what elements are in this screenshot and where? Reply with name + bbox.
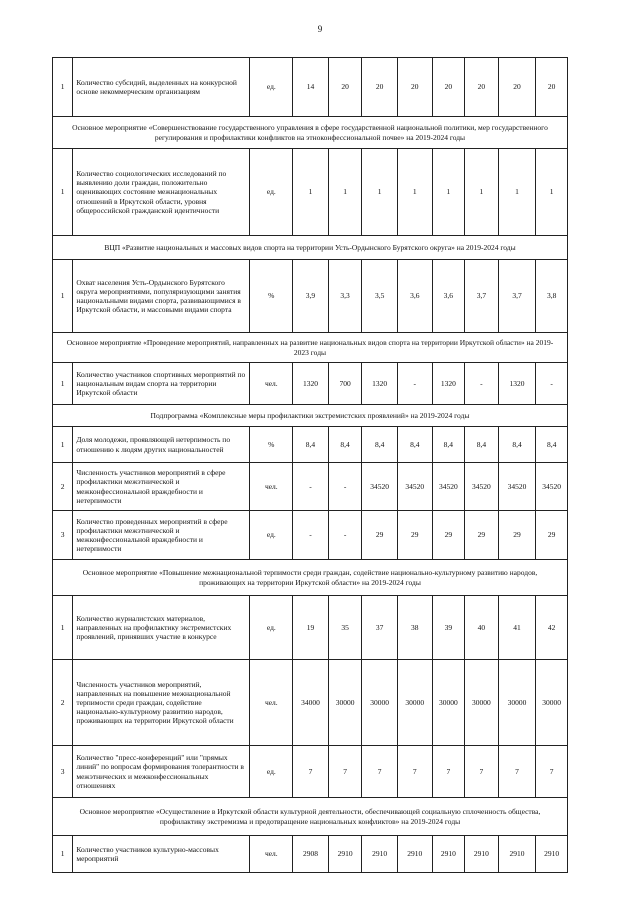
unit-cell: ед. — [250, 511, 293, 560]
value-cell: 29 — [536, 511, 568, 560]
value-cell: 2910 — [536, 836, 568, 873]
value-cell: 3,9 — [293, 260, 329, 333]
value-cell: 1320 — [432, 363, 465, 405]
unit-cell: чел. — [250, 363, 293, 405]
value-cell: 20 — [536, 58, 568, 117]
value-cell: 7 — [536, 746, 568, 798]
unit-cell: ед. — [250, 58, 293, 117]
value-cell: 8,4 — [498, 427, 536, 463]
section-header-row — [53, 798, 568, 836]
value-cell: - — [397, 363, 432, 405]
row-number: 2 — [53, 463, 73, 511]
section-title: Основное мероприятие «Проведение мероприятий, направленных на развитие национальных видов спорта на территории Иркутской области» на 2019-2023 годы — [53, 333, 568, 363]
value-cell: 30000 — [397, 660, 432, 746]
unit-cell: ед. — [250, 746, 293, 798]
value-cell: 1 — [432, 149, 465, 236]
value-cell: 1 — [465, 149, 499, 236]
row-number: 1 — [53, 836, 73, 873]
row-number: 1 — [53, 260, 73, 333]
table-row — [53, 463, 568, 511]
indicator-name: Количество социологических исследований по выявлению доли граждан, положительно оценивающих состояние межнациональных отношений в Иркутской области, уровня общероссийской гражданской идентичности — [73, 149, 250, 236]
table-row — [53, 149, 568, 236]
value-cell: 34000 — [293, 660, 329, 746]
value-cell: 20 — [498, 58, 536, 117]
value-cell: 19 — [293, 596, 329, 660]
value-cell: 2910 — [432, 836, 465, 873]
value-cell: 42 — [536, 596, 568, 660]
value-cell: - — [293, 463, 329, 511]
value-cell: 3,7 — [498, 260, 536, 333]
indicator-name: Численность участников мероприятий в сфере профилактики межэтнической и межконфессиональной враждебности и нетерпимости — [73, 463, 250, 511]
value-cell: 41 — [498, 596, 536, 660]
value-cell: 34520 — [432, 463, 465, 511]
unit-cell: ед. — [250, 149, 293, 236]
value-cell: 1320 — [293, 363, 329, 405]
unit-cell: чел. — [250, 463, 293, 511]
section-title: Подпрограмма «Комплексные меры профилактики экстремистских проявлений» на 2019-2024 годы — [53, 405, 568, 427]
value-cell: 7 — [465, 746, 499, 798]
value-cell: 29 — [498, 511, 536, 560]
value-cell: 3,3 — [328, 260, 362, 333]
table-row — [53, 260, 568, 333]
row-number: 1 — [53, 596, 73, 660]
value-cell: 37 — [362, 596, 398, 660]
section-title: Основное мероприятие «Совершенствование государственного управления в сфере государственной национальной политики, мер государственного регулирования и профилактики конфликтов на этноконфессиональной почве» на 2019-2024 годы — [53, 117, 568, 149]
value-cell: 2910 — [362, 836, 398, 873]
indicator-name: Количество субсидий, выделенных на конкурсной основе некоммерческим организациям — [73, 58, 250, 117]
indicator-name: Доля молодежи, проявляющей нетерпимость по отношению к людям других национальностей — [73, 427, 250, 463]
table-row — [53, 511, 568, 560]
table-row — [53, 427, 568, 463]
value-cell: 3,7 — [465, 260, 499, 333]
value-cell: 34520 — [397, 463, 432, 511]
section-header-row — [53, 236, 568, 260]
value-cell: 20 — [328, 58, 362, 117]
value-cell: 40 — [465, 596, 499, 660]
row-number: 3 — [53, 746, 73, 798]
value-cell: 29 — [465, 511, 499, 560]
indicator-name: Количество проведенных мероприятий в сфере профилактики межэтнической и межконфессиональной враждебности и нетерпимости — [73, 511, 250, 560]
value-cell: 2910 — [465, 836, 499, 873]
unit-cell: ед. — [250, 596, 293, 660]
value-cell: 29 — [432, 511, 465, 560]
indicators-table — [52, 57, 568, 873]
section-header-row — [53, 333, 568, 363]
value-cell: 2908 — [293, 836, 329, 873]
value-cell: 1320 — [362, 363, 398, 405]
row-number: 1 — [53, 58, 73, 117]
value-cell: 7 — [362, 746, 398, 798]
value-cell: 7 — [432, 746, 465, 798]
value-cell: 8,4 — [536, 427, 568, 463]
section-title: Основное мероприятие «Осуществление в Иркутской области культурной деятельности, обеспечивающей социальную сплоченность общества, профилактику экстремизма и предотвращение национальных конфликтов» на 2019-2024 годы — [53, 798, 568, 836]
value-cell: 34520 — [465, 463, 499, 511]
section-title: ВЦП «Развитие национальных и массовых видов спорта на территории Усть-Ордынского Бурятского округа» на 2019-2024 годы — [53, 236, 568, 260]
value-cell: 1 — [328, 149, 362, 236]
value-cell: 20 — [397, 58, 432, 117]
value-cell: 34520 — [536, 463, 568, 511]
table-row — [53, 836, 568, 873]
section-header-row — [53, 560, 568, 596]
table-row — [53, 660, 568, 746]
table-row — [53, 58, 568, 117]
table-row — [53, 596, 568, 660]
value-cell: 30000 — [498, 660, 536, 746]
section-title: Основное мероприятие «Повышение межнациональной терпимости среди граждан, содействие национально-культурному развитию народов, проживающих на территории Иркутской области» на 2019-2024 годы — [53, 560, 568, 596]
value-cell: 8,4 — [432, 427, 465, 463]
section-header-row — [53, 117, 568, 149]
row-number: 3 — [53, 511, 73, 560]
value-cell: 30000 — [536, 660, 568, 746]
value-cell: 29 — [397, 511, 432, 560]
value-cell: 7 — [397, 746, 432, 798]
indicator-name: Количество "пресс-конференций" или "прямых линий" по вопросам формирования толерантности в межэтнических и межконфессиональных отношениях — [73, 746, 250, 798]
row-number: 1 — [53, 149, 73, 236]
value-cell: 7 — [498, 746, 536, 798]
value-cell: 34520 — [498, 463, 536, 511]
table-row — [53, 363, 568, 405]
value-cell: 3,5 — [362, 260, 398, 333]
unit-cell: % — [250, 427, 293, 463]
value-cell: - — [536, 363, 568, 405]
value-cell: 34520 — [362, 463, 398, 511]
page-number: 9 — [317, 24, 323, 34]
value-cell: 8,4 — [397, 427, 432, 463]
value-cell: - — [465, 363, 499, 405]
table-row — [53, 746, 568, 798]
value-cell: 8,4 — [465, 427, 499, 463]
row-number: 2 — [53, 660, 73, 746]
unit-cell: чел. — [250, 660, 293, 746]
value-cell: 7 — [293, 746, 329, 798]
unit-cell: чел. — [250, 836, 293, 873]
value-cell: 3,6 — [397, 260, 432, 333]
row-number: 1 — [53, 427, 73, 463]
value-cell: 1 — [397, 149, 432, 236]
value-cell: 38 — [397, 596, 432, 660]
indicator-name: Охват населения Усть-Ордынского Бурятского округа мероприятиями, популяризующими занятия национальными видами спорта, развивающимися в Иркутской области, и массовыми видами спорта — [73, 260, 250, 333]
indicator-name: Численность участников мероприятий, направленных на повышение межнациональной терпимости среди граждан, содействие национально-культурному развитию народов, проживающих на территории Иркутской области — [73, 660, 250, 746]
value-cell: - — [328, 511, 362, 560]
value-cell: 14 — [293, 58, 329, 117]
value-cell: - — [293, 511, 329, 560]
value-cell: 8,4 — [328, 427, 362, 463]
value-cell: 2910 — [397, 836, 432, 873]
indicator-name: Количество участников культурно-массовых мероприятий — [73, 836, 250, 873]
value-cell: 2910 — [498, 836, 536, 873]
value-cell: 39 — [432, 596, 465, 660]
section-header-row — [53, 405, 568, 427]
value-cell: 35 — [328, 596, 362, 660]
value-cell: 30000 — [328, 660, 362, 746]
value-cell: 30000 — [465, 660, 499, 746]
row-number: 1 — [53, 363, 73, 405]
value-cell: 1 — [293, 149, 329, 236]
value-cell: 29 — [362, 511, 398, 560]
value-cell: 20 — [362, 58, 398, 117]
value-cell: 3,8 — [536, 260, 568, 333]
value-cell: 700 — [328, 363, 362, 405]
value-cell: 1 — [536, 149, 568, 236]
value-cell: 30000 — [432, 660, 465, 746]
indicator-name: Количество участников спортивных мероприятий по национальным видам спорта на территории Иркутской области — [73, 363, 250, 405]
unit-cell: % — [250, 260, 293, 333]
value-cell: 3,6 — [432, 260, 465, 333]
value-cell: - — [328, 463, 362, 511]
value-cell: 2910 — [328, 836, 362, 873]
value-cell: 8,4 — [362, 427, 398, 463]
value-cell: 1320 — [498, 363, 536, 405]
value-cell: 20 — [432, 58, 465, 117]
value-cell: 20 — [465, 58, 499, 117]
value-cell: 8,4 — [293, 427, 329, 463]
value-cell: 1 — [362, 149, 398, 236]
value-cell: 1 — [498, 149, 536, 236]
indicator-name: Количество журналистских материалов, направленных на профилактику экстремистских проявлений, принявших участие в конкурсе — [73, 596, 250, 660]
value-cell: 30000 — [362, 660, 398, 746]
value-cell: 7 — [328, 746, 362, 798]
